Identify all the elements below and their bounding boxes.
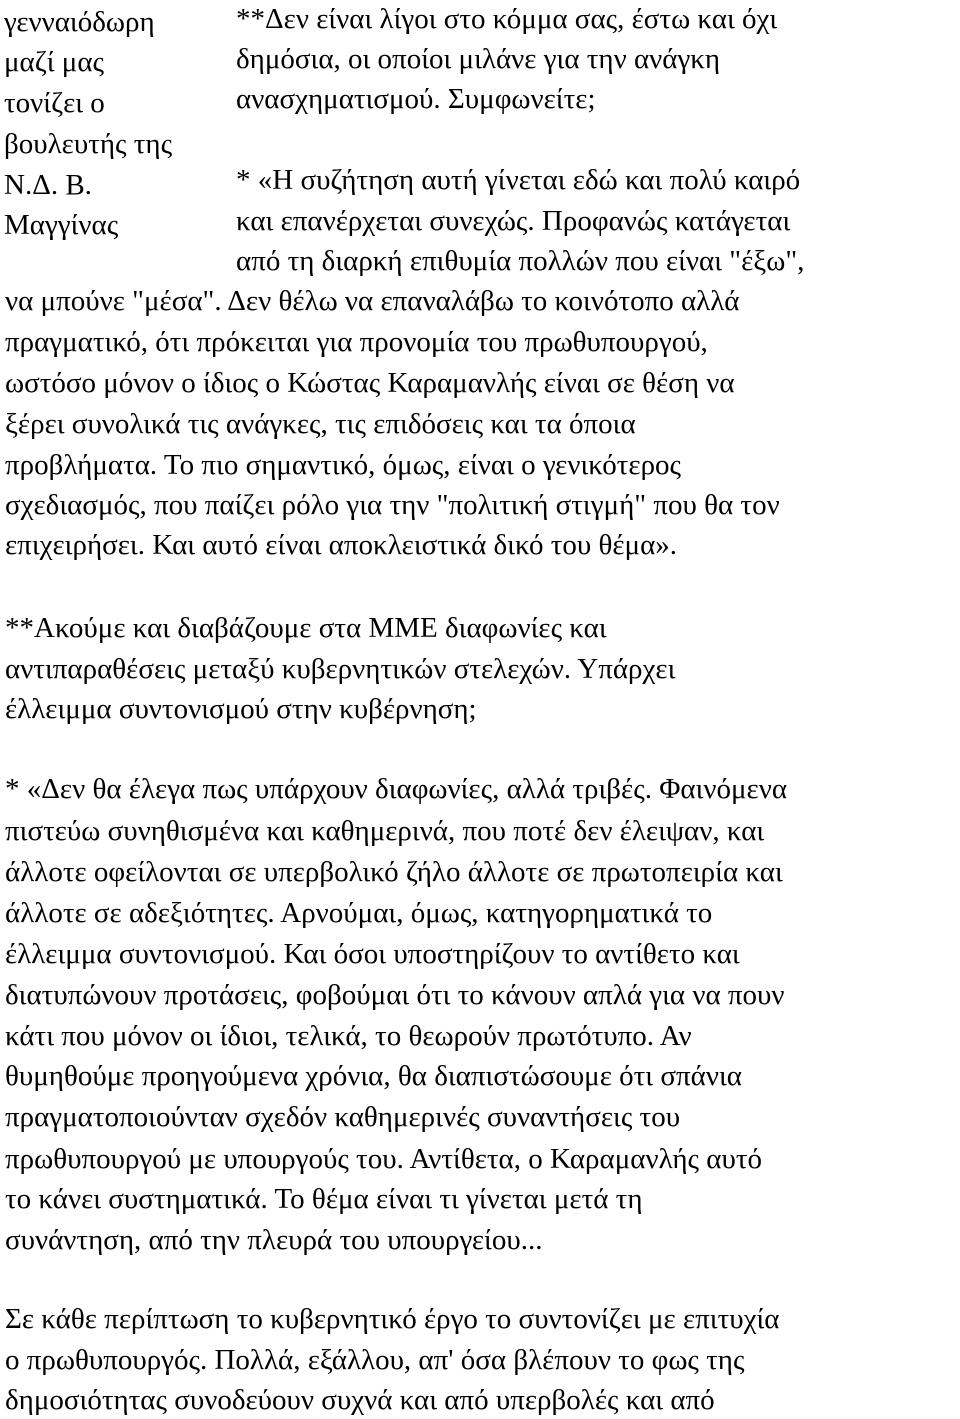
text-line: έλλειμμα συντονισμού στην κυβέρνηση; [5, 693, 477, 725]
text-line: επιχειρήσει. Και αυτό είναι αποκλειστικά δικό του θέμα». [5, 529, 678, 561]
text-line: άλλοτε σε αδεξιότητες. Αρνούμαι, όμως, κατηγορηματικά το [5, 897, 713, 929]
text-line: Σε κάθε περίπτωση το κυβερνητικό έργο το συντονίζει με επιτυχία [5, 1303, 780, 1335]
text-line: ανασχηματισμού. Συμφωνείτε; [236, 83, 596, 115]
text-line: **Ακούμε και διαβάζουμε στα ΜΜΕ διαφωνίες και [5, 612, 607, 644]
text-line: ωστόσο μόνον ο ίδιος ο Κώστας Καραμανλής είναι σε θέση να [5, 367, 735, 399]
caption-line: μαζί μας [4, 46, 105, 78]
text-line: πραγματοποιούνταν σχεδόν καθημερινές συναντήσεις του [5, 1101, 681, 1133]
text-line: να μπούνε "μέσα". Δεν θέλω να επαναλάβω το κοινότοπο αλλά [5, 285, 740, 317]
text-line: αντιπαραθέσεις μεταξύ κυβερνητικών στελεχών. Υπάρχει [5, 653, 676, 685]
text-line: το κάνει συστηματικά. Το θέμα είναι τι γίνεται μετά τη [5, 1183, 643, 1215]
caption-line: βουλευτής της [4, 128, 173, 160]
caption-line: γενναιόδωρη [4, 6, 155, 38]
text-line: * «Δεν θα έλεγα πως υπάρχουν διαφωνίες, αλλά τριβές. Φαινόμενα [5, 773, 788, 805]
text-line: ο πρωθυπουργός. Πολλά, εξάλλου, απ' όσα βλέπουν το φως της [5, 1344, 745, 1376]
text-line: * «Η συζήτηση αυτή γίνεται εδώ και πολύ καιρό [236, 164, 801, 196]
text-line: άλλοτε οφείλονται σε υπερβολικό ζήλο άλλοτε σε πρωτοπειρία και [5, 856, 783, 888]
text-line: **Δεν είναι λίγοι στο κόμμα σας, έστω και όχι [236, 3, 778, 35]
caption-line: Μαγγίνας [4, 209, 119, 241]
text-line: κάτι που μόνον οι ίδιοι, τελικά, το θεωρούν πρωτότυπο. Αν [5, 1020, 692, 1052]
text-line: και επανέρχεται συνεχώς. Προφανώς κατάγεται [236, 205, 791, 237]
text-line: συνάντηση, από την πλευρά του υπουργείου... [5, 1224, 543, 1256]
text-line: δημοσιότητας συνοδεύουν συχνά και από υπερβολές και από [5, 1384, 715, 1416]
text-line: θυμηθούμε προηγούμενα χρόνια, θα διαπιστώσουμε ότι σπάνια [5, 1060, 742, 1092]
text-line: σχεδιασμός, που παίζει ρόλο για την "πολιτική στιγμή" που θα τον [5, 489, 780, 521]
text-line: δημόσια, οι οποίοι μιλάνε για την ανάγκη [236, 43, 721, 75]
text-line: πρωθυπουργού με υπουργούς του. Αντίθετα, ο Καραμανλής αυτό [5, 1143, 762, 1175]
text-line: διατυπώνουν προτάσεις, φοβούμαι ότι το κάνουν απλά για να πουν [5, 979, 785, 1011]
caption-line: τονίζει ο [4, 87, 105, 119]
text-line: ξέρει συνολικά τις ανάγκες, τις επιδόσεις και τα όποια [5, 408, 636, 440]
text-line: έλλειμμα συντονισμού. Και όσοι υποστηρίζουν το αντίθετο και [5, 938, 740, 970]
text-line: πιστεύω συνηθισμένα και καθημερινά, που ποτέ δεν έλειψαν, και [5, 815, 765, 847]
text-line: πραγματικό, ότι πρόκειται για προνομία του πρωθυπουργού, [5, 326, 708, 358]
text-line: προβλήματα. Το πιο σημαντικό, όμως, είναι ο γενικότερος [5, 449, 682, 481]
caption-line: Ν.Δ. Β. [4, 169, 92, 201]
text-line: από τη διαρκή επιθυμία πολλών που είναι "έξω", [236, 245, 805, 277]
